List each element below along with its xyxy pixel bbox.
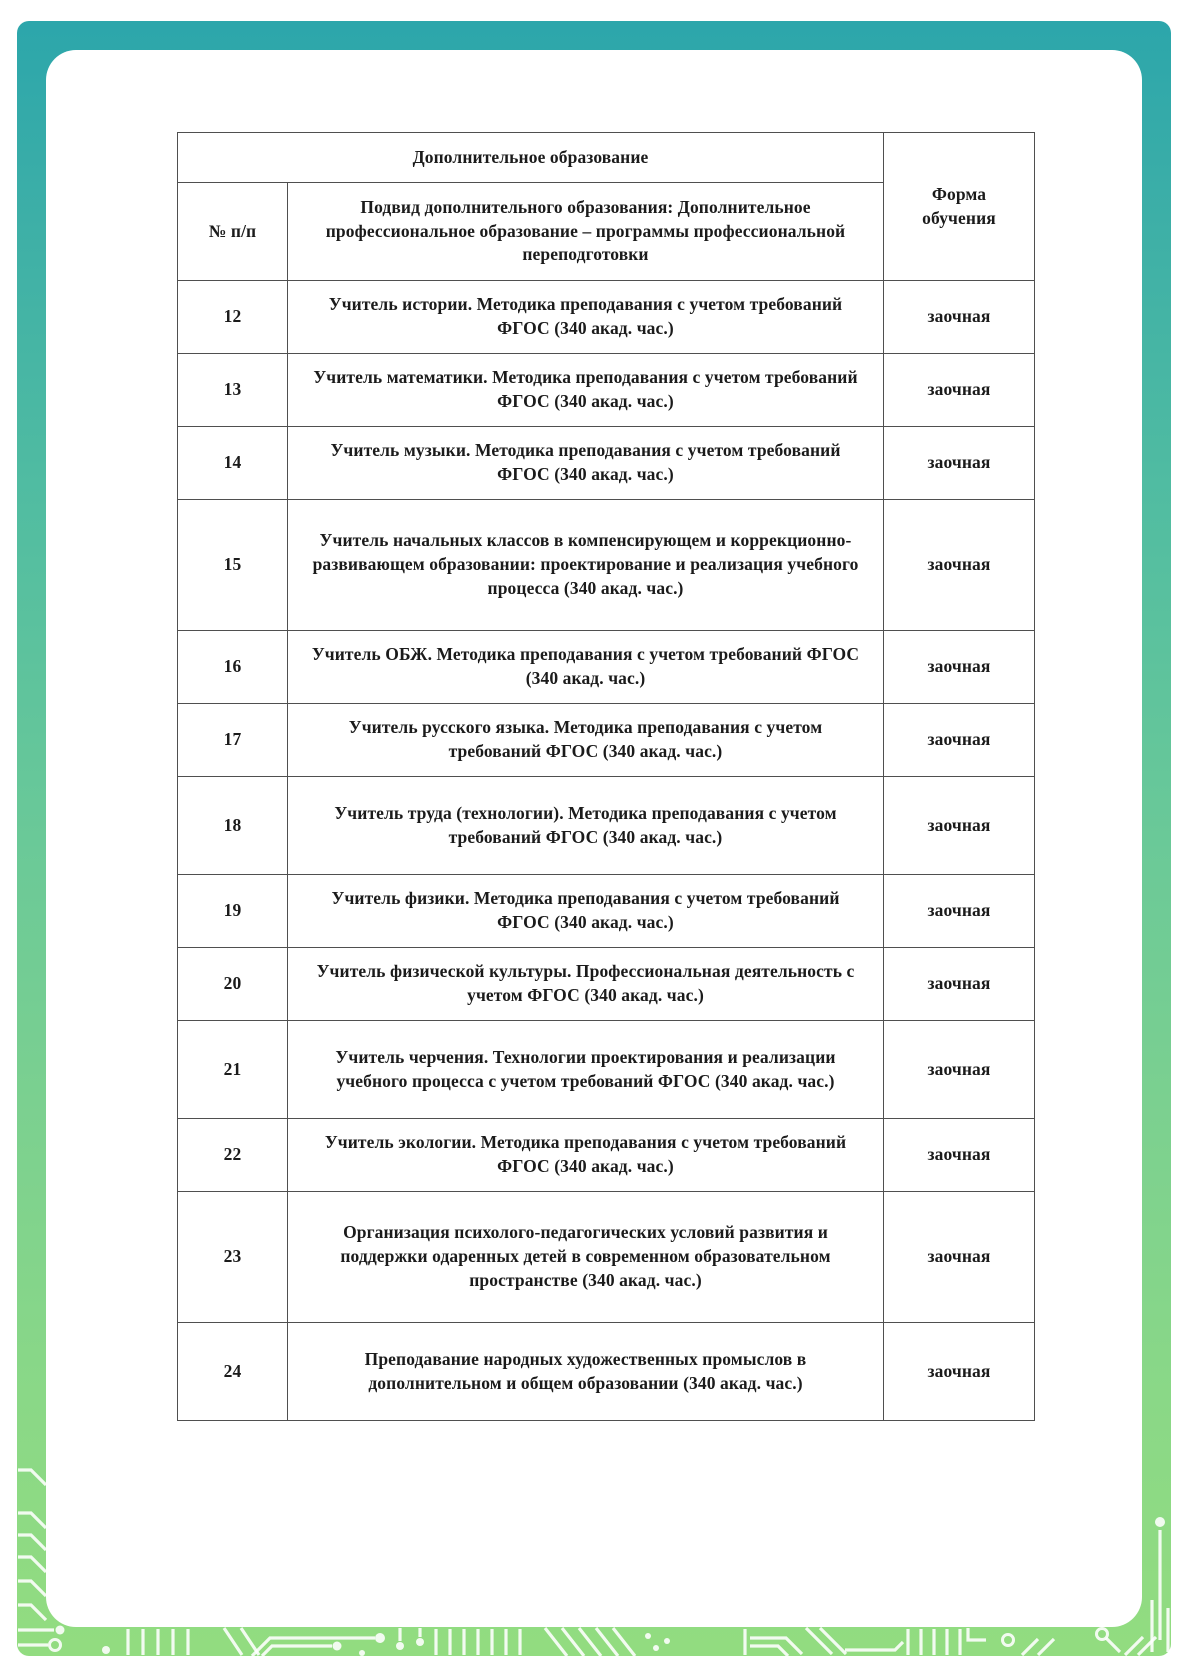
row-number-cell: 13 xyxy=(178,354,288,427)
table-row xyxy=(178,427,1035,500)
study-form-cell: заочная xyxy=(884,1323,1035,1421)
program-name-cell: Преподавание народных художественных промыслов в дополнительном и общем образовании (340 акад. час.) xyxy=(288,1323,884,1421)
program-name-cell: Учитель черчения. Технологии проектирования и реализации учебного процесса с учетом требований ФГОС (340 акад. час.) xyxy=(288,1021,884,1119)
table-row xyxy=(178,948,1035,1021)
program-name-cell: Учитель математики. Методика преподавания с учетом требований ФГОС (340 акад. час.) xyxy=(288,354,884,427)
program-name-cell: Учитель истории. Методика преподавания с учетом требований ФГОС (340 акад. час.) xyxy=(288,281,884,354)
table-row xyxy=(178,1021,1035,1119)
row-number-cell: 19 xyxy=(178,875,288,948)
program-name-cell: Учитель русского языка. Методика преподавания с учетом требований ФГОС (340 акад. час.) xyxy=(288,704,884,777)
study-form-cell: заочная xyxy=(884,354,1035,427)
table-row xyxy=(178,500,1035,631)
program-name-cell: Учитель ОБЖ. Методика преподавания с учетом требований ФГОС (340 акад. час.) xyxy=(288,631,884,704)
program-name-cell: Учитель физической культуры. Профессиональная деятельность с учетом ФГОС (340 акад. час.) xyxy=(288,948,884,1021)
study-form-cell: заочная xyxy=(884,427,1035,500)
row-number-cell: 20 xyxy=(178,948,288,1021)
row-number-cell: 12 xyxy=(178,281,288,354)
row-number-cell: 21 xyxy=(178,1021,288,1119)
study-form-cell: заочная xyxy=(884,500,1035,631)
table-row xyxy=(178,1323,1035,1421)
header-group-title: Дополнительное образование xyxy=(178,133,884,183)
table-row xyxy=(178,1192,1035,1323)
study-form-cell: заочная xyxy=(884,948,1035,1021)
study-form-cell: заочная xyxy=(884,631,1035,704)
table-row xyxy=(178,354,1035,427)
study-form-cell: заочная xyxy=(884,1192,1035,1323)
row-number-cell: 24 xyxy=(178,1323,288,1421)
row-number-cell: 22 xyxy=(178,1119,288,1192)
header-col-program: Подвид дополнительного образования: Дополнительное профессиональное образование – программы профессиональной переподготовки xyxy=(288,183,884,281)
table-row xyxy=(178,875,1035,948)
study-form-cell: заочная xyxy=(884,704,1035,777)
row-number-cell: 23 xyxy=(178,1192,288,1323)
courses-table xyxy=(177,132,1035,1421)
program-name-cell: Учитель труда (технологии). Методика преподавания с учетом требований ФГОС (340 акад. час.) xyxy=(288,777,884,875)
table-row xyxy=(178,631,1035,704)
table-row xyxy=(178,704,1035,777)
study-form-cell: заочная xyxy=(884,281,1035,354)
row-number-cell: 17 xyxy=(178,704,288,777)
table-row xyxy=(178,281,1035,354)
header-col-num: № п/п xyxy=(178,183,288,281)
table-header-group-row xyxy=(178,133,1035,183)
study-form-cell: заочная xyxy=(884,777,1035,875)
program-name-cell: Учитель музыки. Методика преподавания с учетом требований ФГОС (340 акад. час.) xyxy=(288,427,884,500)
table-row xyxy=(178,1119,1035,1192)
program-name-cell: Учитель экологии. Методика преподавания с учетом требований ФГОС (340 акад. час.) xyxy=(288,1119,884,1192)
header-col-form: Форма обучения xyxy=(884,133,1035,281)
row-number-cell: 14 xyxy=(178,427,288,500)
row-number-cell: 18 xyxy=(178,777,288,875)
study-form-cell: заочная xyxy=(884,875,1035,948)
program-name-cell: Учитель физики. Методика преподавания с учетом требований ФГОС (340 акад. час.) xyxy=(288,875,884,948)
table-row xyxy=(178,777,1035,875)
study-form-cell: заочная xyxy=(884,1119,1035,1192)
row-number-cell: 16 xyxy=(178,631,288,704)
program-name-cell: Организация психолого-педагогических условий развития и поддержки одаренных детей в современном образовательном пространстве (340 акад. час.) xyxy=(288,1192,884,1323)
program-name-cell: Учитель начальных классов в компенсирующем и коррекционно-развивающем образовании: проектирование и реализация учебного процесса (340 акад. час.) xyxy=(288,500,884,631)
row-number-cell: 15 xyxy=(178,500,288,631)
study-form-cell: заочная xyxy=(884,1021,1035,1119)
